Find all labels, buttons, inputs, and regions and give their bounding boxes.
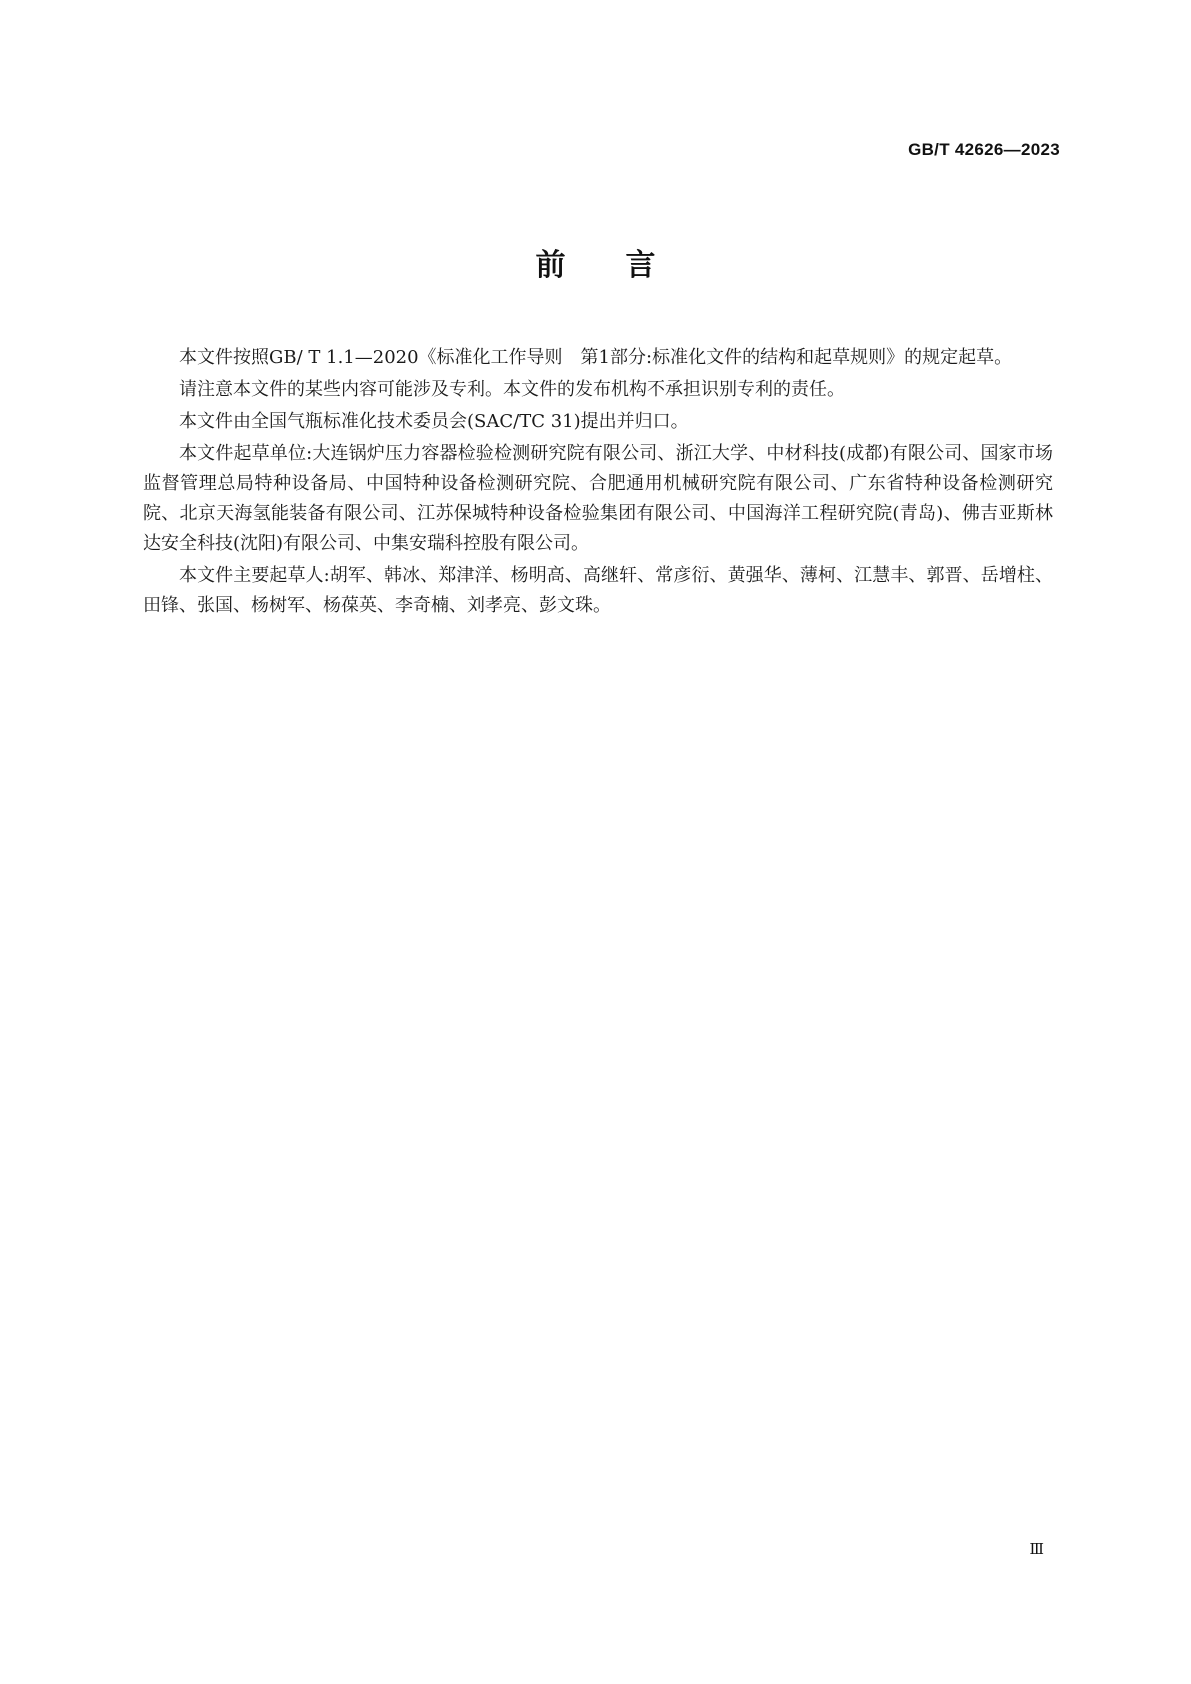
paragraph-patent-notice: 请注意本文件的某些内容可能涉及专利。本文件的发布机构不承担识别专利的责任。 — [179, 379, 845, 400]
foreword-body — [143, 343, 1053, 623]
page-title: 前言 — [535, 248, 716, 283]
paragraph-drafting-rules: 本文件按照GB/ T 1.1—2020《标准化工作导则 第1部分:标准化文件的结构和起草规则》的规定起草。 — [179, 347, 1013, 368]
paragraph-proposer: 本文件由全国气瓶标准化技术委员会(SAC/TC 31)提出并归口。 — [179, 411, 689, 432]
paragraph-drafting-units: 本文件起草单位:大连锅炉压力容器检验检测研究院有限公司、浙江大学、中材科技(成都)有限公司、国家市场监督管理总局特种设备局、中国特种设备检测研究院、合肥通用机械研究院有限公司、广东省特种设备检测研究院、北京天海氢能装备有限公司、江苏保城特种设备检验集团有限公司、中国海洋工程研究院(青岛)、佛吉亚斯林达安全科技(沈阳)有限公司、中集安瑞科控股有限公司。 — [143, 443, 1053, 554]
document-number: GB/T 42626—2023 — [908, 140, 1060, 159]
page-number: Ⅲ — [1029, 1540, 1044, 1558]
paragraph-drafters: 本文件主要起草人:胡军、韩冰、郑津洋、杨明高、高继轩、常彦衍、黄强华、薄柯、江慧丰、郭晋、岳增柱、田锋、张国、杨树军、杨葆英、李奇楠、刘孝亮、彭文珠。 — [143, 565, 1053, 616]
